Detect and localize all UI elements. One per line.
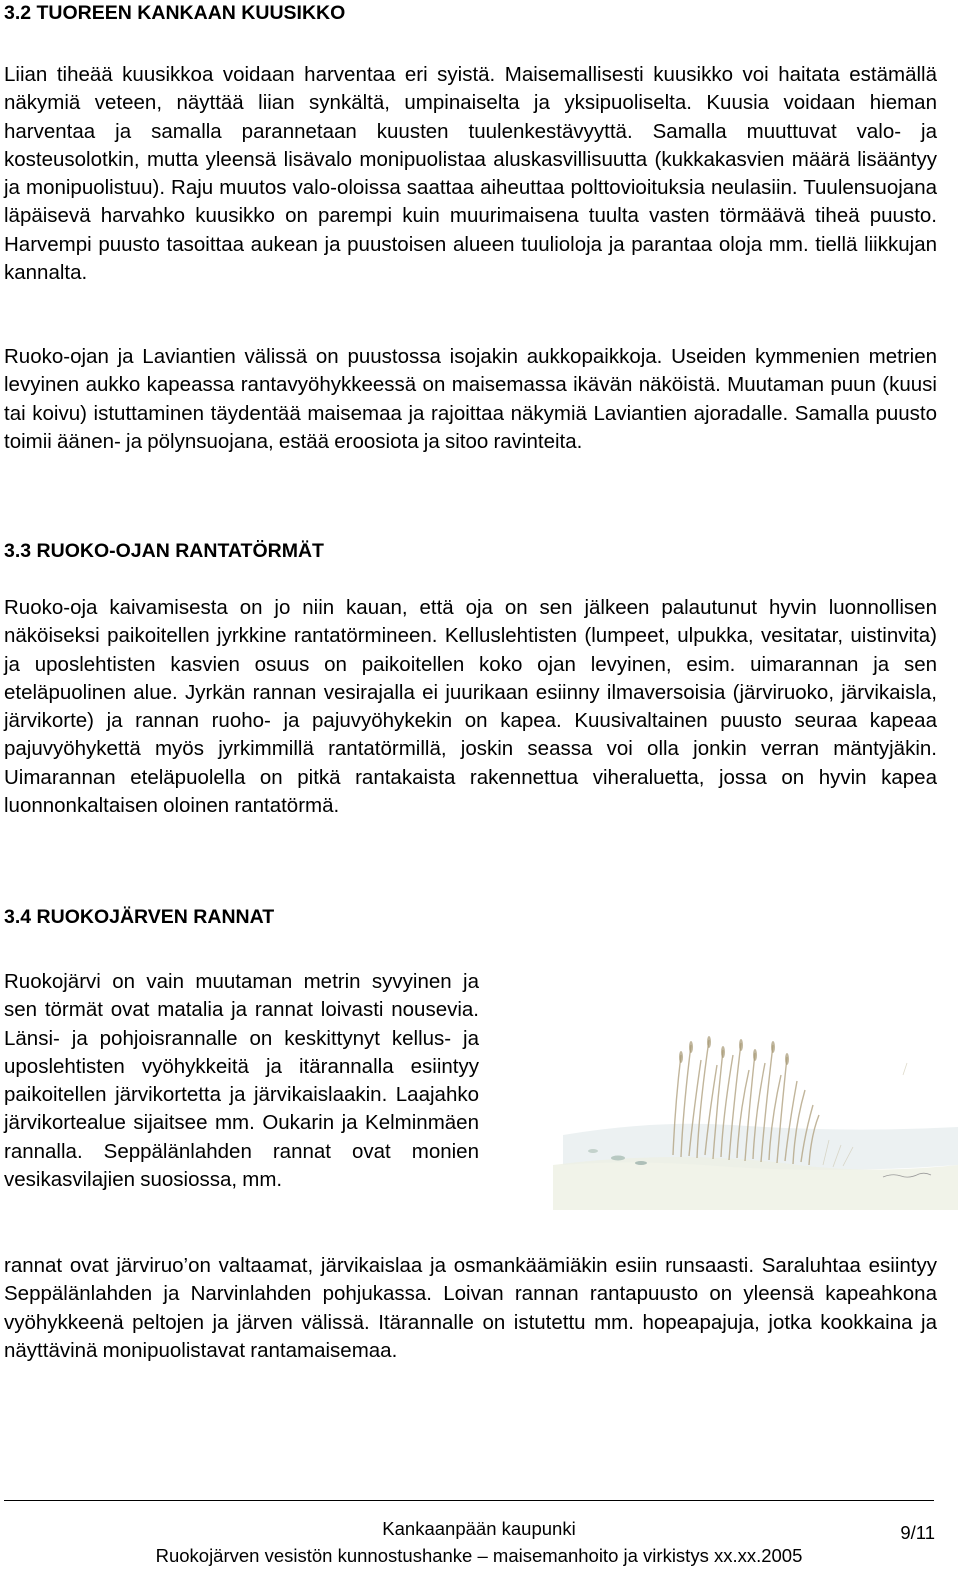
footer-project-title: Ruokojärven vesistön kunnostushanke – maisemanhoito ja virkistys xx.xx.2005 [155, 1545, 803, 1566]
section-heading-3-4: 3.4 RUOKOJÄRVEN RANNAT [4, 906, 275, 928]
section-heading-3-2: 3.2 TUOREEN KANKAAN KUUSIKKO [4, 2, 346, 24]
footer-divider [4, 1500, 934, 1501]
footer-organization: Kankaanpään kaupunki [382, 1518, 576, 1539]
section-3-4-paragraph-wrap: Ruokojärvi on vain muutaman metrin syvyinen ja sen törmät ovat matalia ja rannat loivasti nousevia. Länsi- ja pohjoisrannalle on keskittynyt kellus- ja uposlehtisten vyöhykkeitä ja itärannalla esiintyy paikoitellen järvikortetta ja järvikaislaakin. Laajahko järvikortealue sijaitsee mm. Oukarin ja Kelminmäen rannalla. Seppälänlahden rannat ovat monien vesikasvilajien suosiossa, mm. [4, 970, 479, 1192]
section-3-2-paragraph-2: Ruoko-ojan ja Laviantien välissä on puustossa isojakin aukkopaikkoja. Useiden kymmenien metrien levyinen aukko kapeassa rantavyöhykkeessä on maisemassa ikävän näköistä. Muutaman puun (kuusi tai koivu) istuttaminen täydentää maisemaa ja rajoittaa näkymiä Laviantien ajoradalle. Samalla puusto toimii äänen- ja pölynsuojana, estää eroosiota ja sitoo ravinteita. [4, 345, 937, 453]
section-3-3-paragraph: Ruoko-oja kaivamisesta on jo niin kauan, että oja on sen jälkeen palautunut hyvin luonnollisen näköiseksi paikoitellen jyrkkine rantatörmineen. Kelluslehtisten (lumpeet, ulpukka, vesitatar, uistinvita) ja uposlehtisten kasvien osuus on paikoitellen koko ojan levyinen, esim. uimarannan ja sen eteläpuolinen alue. Jyrkän rannan vesirajalla ei juurikaan esiinny ilmaversoisia (järviruoko, järvikaisla, järvikorte) ja rannan ruoho- ja pajuvyöhykekin on kapea. Kuusivaltainen puusto seuraa kapeaa pajuvyöhykettä myös jyrkimmillä rantatörmillä, joskin seassa voi olla jonkin verran mäntyjäkin. Uimarannan eteläpuolella on pitkä rantakaista rakennettua viheraluetta, jossa on hyvin kapea luonnonkaltaisen oloinen rantatörmä. [4, 596, 937, 818]
section-3-4-paragraph-full: rannat ovat järviruo’on valtaamat, järvikaislaa ja osmankäämiäkin esiin runsaasti. Saraluhtaa esiintyy Seppälänlahden ja Narvinlahden pohjukassa. Loivan rannan rantapuusto on yleensä kapeahkona vyöhykkeenä peltojen ja järven välissä. Itärannalle on istutettu mm. hopeapajuja, jotka kookkaina ja näyttävinä monipuolistavat rantamaisemaa. [4, 1254, 937, 1362]
section-heading-3-3: 3.3 RUOKO-OJAN RANTATÖRMÄT [4, 540, 324, 562]
shoreline-reed-illustration [523, 1015, 958, 1210]
section-3-2-paragraph-1: Liian tiheää kuusikkoa voidaan harventaa eri syistä. Maisemallisesti kuusikko voi haitata estämällä näkymiä veteen, näyttää liian synkältä, umpinaiselta ja yksipuoliselta. Kuusia voidaan hieman harventaa ja samalla parannetaan kuusten tuulenkestävyyttä. Samalla muuttuvat valo- ja kosteusolotkin, mutta yleensä lisävalo monipuolistaa aluskasvillisuutta (kukkakasvien määrä lisääntyy ja monipuolistuu). Raju muutos valo-oloissa saattaa aiheuttaa polttovioituksia neulasiin. Tuulensuojana läpäisevä harvahko kuusikko on parempi kuin muurimaisena tuulta vasten törmäävä tiheä puusto. Harvempi puusto tasoittaa aukean ja puustoisen alueen tuulioloja ja parantaa oloja mm. tiellä liikkujan kannalta. [4, 63, 937, 285]
page-number: 9/11 [900, 1522, 935, 1543]
